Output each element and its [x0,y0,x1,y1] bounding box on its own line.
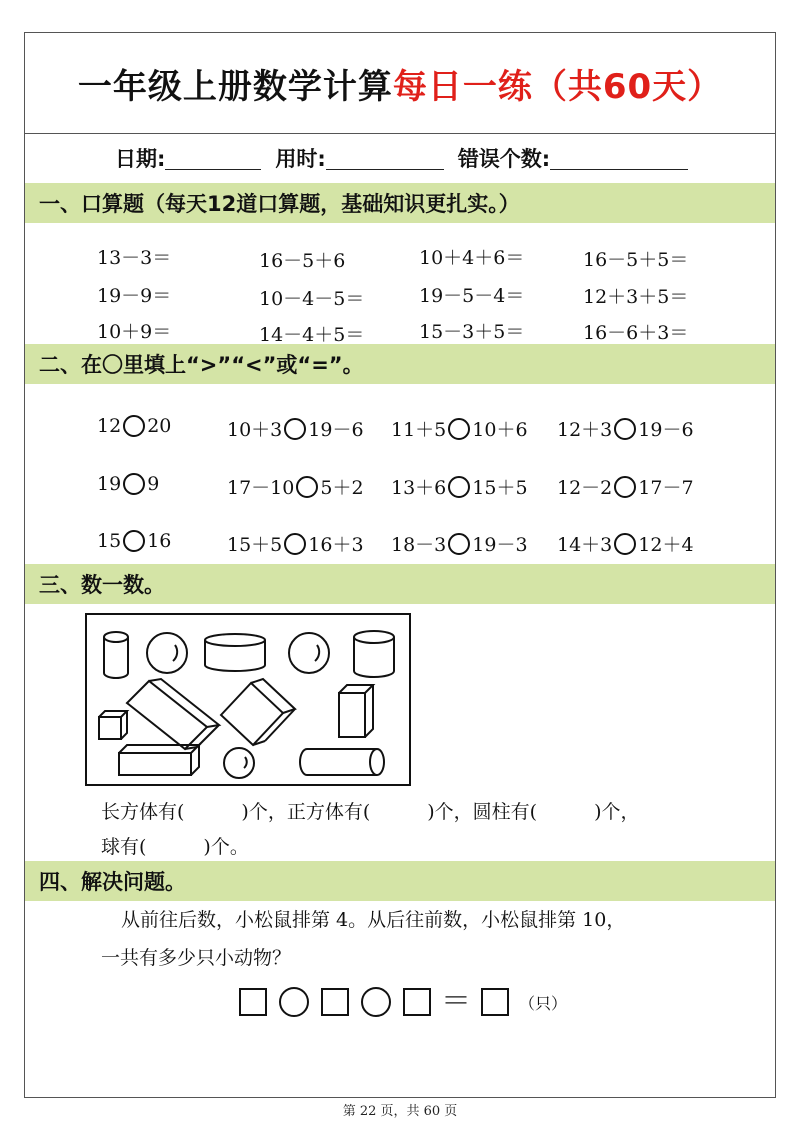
compare-circle[interactable] [284,533,306,555]
compare-left: 19 [97,473,122,495]
operator-circle[interactable] [279,987,309,1017]
cuboid-shape [339,685,373,737]
problem-text-line2: 一共有多少只小动物？ [101,947,292,969]
compare-left: 17－10 [227,477,295,499]
title-row [25,33,775,134]
compare-circle[interactable] [123,530,145,552]
worksheet-frame [24,32,776,1098]
cylinder-shape [205,634,265,671]
oral-item: 19－9＝ [97,285,172,307]
result-box[interactable] [481,988,509,1016]
compare-item [391,415,528,442]
compare-left: 18－3 [391,534,447,556]
compare-circle[interactable] [284,418,306,440]
sphere-shape [289,633,329,673]
cylinder-shape [300,749,384,775]
section-problem-header: 四、解决问题。 [25,861,775,901]
count-question-line2: 球有( )个。 [101,836,249,858]
section-compare-header: 二、在〇里填上“>”“<”或“=”。 [25,344,775,384]
compare-circle[interactable] [448,476,470,498]
compare-right: 16 [147,530,172,552]
compare-right: 20 [147,415,172,437]
section-oral-header: 一、口算题（每天12道口算题，基础知识更扎实。） [25,183,775,223]
compare-left: 12＋3 [557,419,613,441]
oral-item: 10－4－5＝ [259,288,365,310]
compare-right: 19－3 [472,534,528,556]
oral-item: 19－5－4＝ [419,285,525,307]
cuboid-shape [127,679,219,749]
compare-item [97,415,171,437]
oral-item: 10＋9＝ [97,321,172,343]
equals-sign: ＝ [441,984,471,1019]
compare-circle[interactable] [123,473,145,495]
compare-item [391,530,528,557]
compare-item [557,415,694,442]
compare-circle[interactable] [296,476,318,498]
cube-shape [221,679,295,745]
compare-circle[interactable] [123,415,145,437]
oral-item: 16－5＋6 [259,250,346,272]
compare-item [557,473,694,500]
cube-shape [99,711,127,739]
compare-right: 16＋3 [308,534,364,556]
info-row [25,134,775,182]
section-count-header: 三、数一数。 [25,564,775,604]
answer-box[interactable] [321,988,349,1016]
shapes-picture [85,613,411,786]
compare-left: 10＋3 [227,419,283,441]
page-footer: 第 22 页，共 60 页 [342,1104,458,1119]
oral-item: 13－3＝ [97,247,172,269]
cylinder-shape [104,632,128,678]
compare-circle[interactable] [614,533,636,555]
compare-right: 15＋5 [472,477,528,499]
compare-circle[interactable] [614,418,636,440]
compare-left: 15 [97,530,122,552]
oral-item: 12＋3＋5＝ [583,286,689,308]
compare-item [97,530,171,552]
oral-item: 10＋4＋6＝ [419,247,525,269]
compare-right: 10＋6 [472,419,528,441]
date-blank[interactable] [165,147,261,170]
answer-box[interactable] [239,988,267,1016]
compare-left: 12 [97,415,122,437]
count-question-line1: 长方体有( )个，正方体有( )个，圆柱有( )个， [101,801,640,823]
operator-circle[interactable] [361,987,391,1017]
errors-blank[interactable] [550,147,688,170]
compare-item [391,473,528,500]
compare-left: 15＋5 [227,534,283,556]
compare-circle[interactable] [614,476,636,498]
errors-label: 错误个数: [457,147,551,171]
compare-item [557,530,694,557]
compare-item [97,473,159,495]
answer-box[interactable] [403,988,431,1016]
compare-right: 17－7 [638,477,694,499]
time-blank[interactable] [326,147,444,170]
sphere-shape [147,633,187,673]
compare-right: 19－6 [638,419,694,441]
compare-right: 5＋2 [320,477,364,499]
compare-left: 14＋3 [557,534,613,556]
time-label: 用时: [275,147,326,171]
compare-item [227,415,364,442]
compare-left: 12－2 [557,477,613,499]
oral-item: 14－4＋5＝ [259,324,365,346]
answer-equation [233,984,568,1019]
compare-item [227,473,364,500]
compare-circle[interactable] [448,533,470,555]
title-main: 一年级上册数学计算 [77,66,393,107]
oral-item: 16－6＋3＝ [583,322,689,344]
oral-item: 16－5＋5＝ [583,249,689,271]
oral-item: 15－3＋5＝ [419,321,525,343]
unit-label: （只） [519,993,568,1013]
compare-left: 11＋5 [391,419,447,441]
compare-left: 13＋6 [391,477,447,499]
cylinder-shape [354,631,394,677]
compare-item [227,530,364,557]
shapes-drawing [87,615,409,784]
title-highlight: 每日一练（共60天） [392,66,723,107]
compare-right: 9 [147,473,160,495]
compare-right: 12＋4 [638,534,694,556]
date-label: 日期: [115,147,166,171]
problem-text-line1: 从前往后数，小松鼠排第 4。从后往前数，小松鼠排第 10， [121,909,626,931]
sphere-shape [224,748,254,778]
compare-right: 19－6 [308,419,364,441]
compare-circle[interactable] [448,418,470,440]
page-title [78,59,722,108]
